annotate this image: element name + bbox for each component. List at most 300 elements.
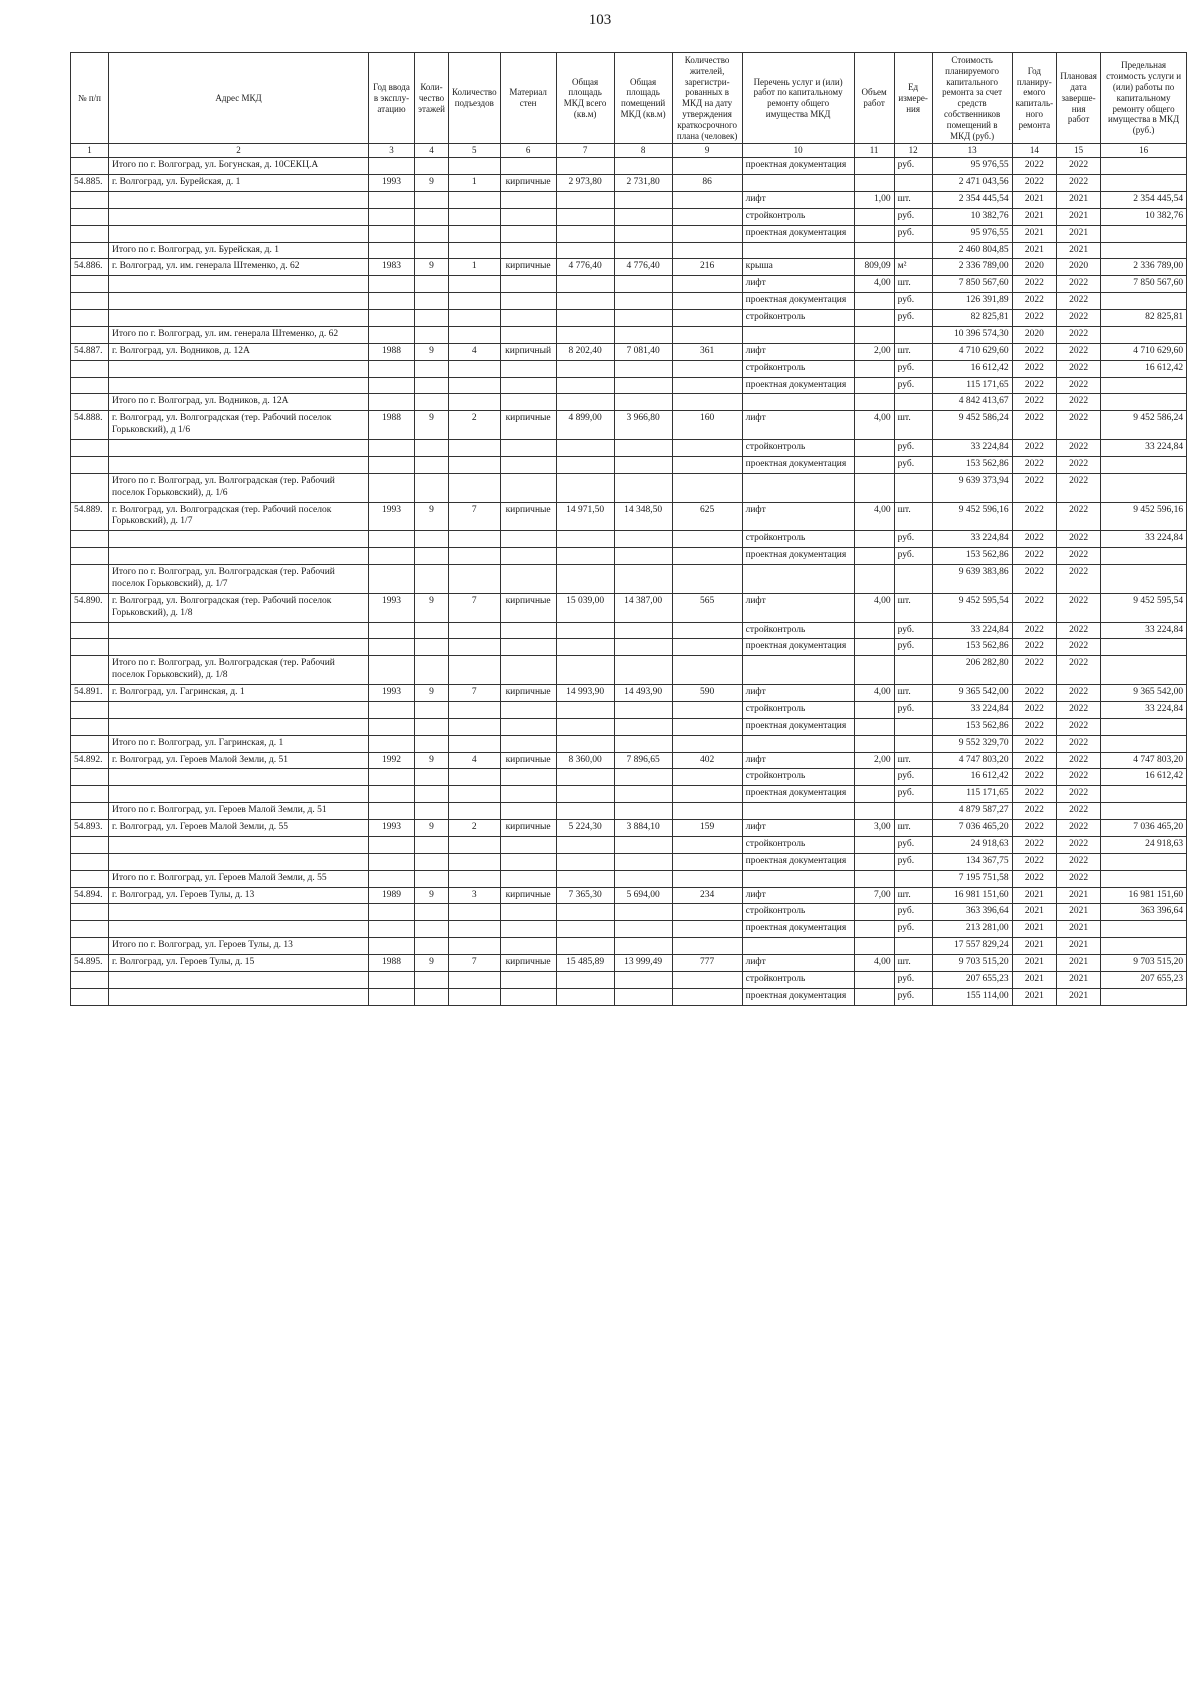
repair-year-cell: 2021 [1012, 955, 1056, 972]
table-row [71, 259, 1187, 276]
max-cost-cell [1101, 656, 1187, 685]
floors-cell: 9 [415, 343, 449, 360]
entrances-cell: 7 [449, 593, 501, 622]
unit-cell: шт. [894, 887, 932, 904]
row-number-cell [71, 456, 109, 473]
max-cost-cell [1101, 394, 1187, 411]
unit-cell: шт. [894, 502, 932, 531]
unit-cell: шт. [894, 685, 932, 702]
entrances-cell [449, 904, 501, 921]
planned-cost-cell: 115 171,65 [932, 786, 1012, 803]
total-area-cell [556, 904, 614, 921]
unit-cell: шт. [894, 191, 932, 208]
total-area-cell [556, 938, 614, 955]
total-area-cell [556, 836, 614, 853]
max-cost-cell [1101, 473, 1187, 502]
repair-year-cell: 2022 [1012, 531, 1056, 548]
address-cell: Итого по г. Волгоград, ул. Волгоградская (тер. Рабочий поселок Горьковский), д. 1/7 [109, 565, 369, 594]
completion-date-cell: 2022 [1057, 310, 1101, 327]
column-number: 4 [415, 144, 449, 158]
unit-cell: руб. [894, 639, 932, 656]
work-volume-cell [854, 394, 894, 411]
unit-cell: руб. [894, 921, 932, 938]
residents-cell [672, 803, 742, 820]
row-number-cell [71, 565, 109, 594]
entrances-cell [449, 473, 501, 502]
premises-area-cell [614, 440, 672, 457]
floors-cell: 9 [415, 259, 449, 276]
work-volume-cell: 7,00 [854, 887, 894, 904]
total-area-cell: 2 973,80 [556, 175, 614, 192]
row-number-cell [71, 769, 109, 786]
residents-cell [672, 921, 742, 938]
premises-area-cell: 7 896,65 [614, 752, 672, 769]
table-row [71, 565, 1187, 594]
address-cell [109, 531, 369, 548]
premises-area-cell [614, 191, 672, 208]
wall-material-cell [500, 938, 556, 955]
work-volume-cell [854, 208, 894, 225]
completion-date-cell: 2021 [1057, 887, 1101, 904]
wall-material-cell [500, 377, 556, 394]
repair-year-cell: 2021 [1012, 242, 1056, 259]
entrances-cell: 7 [449, 955, 501, 972]
wall-material-cell [500, 735, 556, 752]
row-number-cell [71, 531, 109, 548]
work-volume-cell: 2,00 [854, 343, 894, 360]
work-volume-cell: 4,00 [854, 955, 894, 972]
work-type-cell [742, 938, 854, 955]
entrances-cell [449, 242, 501, 259]
unit-cell: шт. [894, 955, 932, 972]
residents-cell [672, 786, 742, 803]
work-type-cell: стройконтроль [742, 971, 854, 988]
table-row [71, 326, 1187, 343]
repair-year-cell: 2022 [1012, 158, 1056, 175]
address-cell: Итого по г. Волгоград, ул. Волгоградская (тер. Рабочий поселок Горьковский), д. 1/8 [109, 656, 369, 685]
work-volume-cell [854, 853, 894, 870]
total-area-cell [556, 735, 614, 752]
work-type-cell: стройконтроль [742, 836, 854, 853]
work-volume-cell [854, 639, 894, 656]
completion-date-cell: 2022 [1057, 293, 1101, 310]
completion-date-cell: 2022 [1057, 531, 1101, 548]
year-built-cell [369, 988, 415, 1005]
address-cell [109, 377, 369, 394]
total-area-cell [556, 394, 614, 411]
residents-cell: 565 [672, 593, 742, 622]
column-header: Перечень услуг и (или) работ по капитальному ремонту общего имущества МКД [742, 53, 854, 144]
floors-cell: 9 [415, 502, 449, 531]
unit-cell: шт. [894, 820, 932, 837]
unit-cell: шт. [894, 593, 932, 622]
residents-cell: 159 [672, 820, 742, 837]
entrances-cell: 7 [449, 685, 501, 702]
repair-year-cell: 2022 [1012, 701, 1056, 718]
year-built-cell [369, 326, 415, 343]
year-built-cell: 1989 [369, 887, 415, 904]
row-number-cell [71, 310, 109, 327]
unit-cell: руб. [894, 769, 932, 786]
row-number-cell [71, 971, 109, 988]
floors-cell [415, 971, 449, 988]
max-cost-cell [1101, 870, 1187, 887]
year-built-cell [369, 531, 415, 548]
work-type-cell: лифт [742, 343, 854, 360]
unit-cell [894, 718, 932, 735]
wall-material-cell [500, 803, 556, 820]
wall-material-cell: кирпичные [500, 887, 556, 904]
entrances-cell [449, 565, 501, 594]
work-type-cell: проектная документация [742, 225, 854, 242]
premises-area-cell [614, 769, 672, 786]
work-volume-cell [854, 836, 894, 853]
residents-cell [672, 622, 742, 639]
entrances-cell [449, 326, 501, 343]
total-area-cell [556, 803, 614, 820]
max-cost-cell [1101, 326, 1187, 343]
unit-cell: руб. [894, 971, 932, 988]
planned-cost-cell: 126 391,89 [932, 293, 1012, 310]
year-built-cell [369, 971, 415, 988]
max-cost-cell: 33 224,84 [1101, 701, 1187, 718]
max-cost-cell: 2 354 445,54 [1101, 191, 1187, 208]
column-number: 5 [449, 144, 501, 158]
completion-date-cell: 2021 [1057, 904, 1101, 921]
year-built-cell: 1988 [369, 411, 415, 440]
address-cell [109, 225, 369, 242]
wall-material-cell [500, 639, 556, 656]
table-row [71, 656, 1187, 685]
floors-cell [415, 870, 449, 887]
completion-date-cell: 2022 [1057, 752, 1101, 769]
work-type-cell: проектная документация [742, 718, 854, 735]
entrances-cell [449, 548, 501, 565]
row-number-cell: 54.891. [71, 685, 109, 702]
premises-area-cell [614, 473, 672, 502]
address-cell [109, 921, 369, 938]
floors-cell [415, 622, 449, 639]
address-cell: г. Волгоград, ул. Героев Тулы, д. 13 [109, 887, 369, 904]
entrances-cell [449, 786, 501, 803]
total-area-cell [556, 639, 614, 656]
planned-cost-cell: 4 879 587,27 [932, 803, 1012, 820]
total-area-cell [556, 971, 614, 988]
total-area-cell [556, 870, 614, 887]
premises-area-cell [614, 701, 672, 718]
floors-cell [415, 394, 449, 411]
premises-area-cell [614, 293, 672, 310]
column-header: Объем работ [854, 53, 894, 144]
completion-date-cell: 2022 [1057, 870, 1101, 887]
completion-date-cell: 2022 [1057, 656, 1101, 685]
work-volume-cell [854, 735, 894, 752]
unit-cell [894, 242, 932, 259]
year-built-cell [369, 786, 415, 803]
unit-cell [894, 803, 932, 820]
work-volume-cell [854, 718, 894, 735]
repair-year-cell: 2022 [1012, 548, 1056, 565]
year-built-cell [369, 310, 415, 327]
residents-cell [672, 718, 742, 735]
entrances-cell [449, 803, 501, 820]
planned-cost-cell: 115 171,65 [932, 377, 1012, 394]
table-row [71, 853, 1187, 870]
year-built-cell [369, 276, 415, 293]
work-type-cell [742, 473, 854, 502]
total-area-cell [556, 242, 614, 259]
repair-year-cell: 2021 [1012, 904, 1056, 921]
address-cell [109, 310, 369, 327]
address-cell: г. Волгоград, ул. Волгоградская (тер. Рабочий поселок Горьковский), д. 1/8 [109, 593, 369, 622]
floors-cell [415, 310, 449, 327]
row-number-cell [71, 208, 109, 225]
max-cost-cell: 2 336 789,00 [1101, 259, 1187, 276]
unit-cell: м² [894, 259, 932, 276]
table-row [71, 820, 1187, 837]
floors-cell [415, 191, 449, 208]
address-cell [109, 548, 369, 565]
work-type-cell: стройконтроль [742, 904, 854, 921]
floors-cell [415, 904, 449, 921]
completion-date-cell: 2022 [1057, 456, 1101, 473]
work-volume-cell [854, 988, 894, 1005]
work-type-cell: стройконтроль [742, 360, 854, 377]
work-type-cell: лифт [742, 752, 854, 769]
address-cell [109, 701, 369, 718]
year-built-cell [369, 191, 415, 208]
residents-cell [672, 225, 742, 242]
entrances-cell [449, 988, 501, 1005]
year-built-cell: 1993 [369, 685, 415, 702]
floors-cell [415, 921, 449, 938]
max-cost-cell: 33 224,84 [1101, 622, 1187, 639]
total-area-cell [556, 456, 614, 473]
wall-material-cell [500, 548, 556, 565]
wall-material-cell [500, 360, 556, 377]
wall-material-cell [500, 440, 556, 457]
max-cost-cell [1101, 803, 1187, 820]
total-area-cell [556, 769, 614, 786]
work-type-cell: стройконтроль [742, 531, 854, 548]
total-area-cell: 15 039,00 [556, 593, 614, 622]
floors-cell [415, 531, 449, 548]
column-header: Стоимость планируемого капитального ремонта за счет средств собственников помещений в МКД (руб.) [932, 53, 1012, 144]
completion-date-cell: 2021 [1057, 921, 1101, 938]
row-number-cell: 54.895. [71, 955, 109, 972]
planned-cost-cell: 9 452 586,24 [932, 411, 1012, 440]
completion-date-cell: 2022 [1057, 565, 1101, 594]
work-volume-cell: 1,00 [854, 191, 894, 208]
entrances-cell [449, 310, 501, 327]
table-row [71, 175, 1187, 192]
address-cell [109, 639, 369, 656]
planned-cost-cell: 153 562,86 [932, 718, 1012, 735]
max-cost-cell: 363 396,64 [1101, 904, 1187, 921]
work-type-cell: проектная документация [742, 548, 854, 565]
residents-cell [672, 769, 742, 786]
wall-material-cell [500, 242, 556, 259]
address-cell [109, 904, 369, 921]
table-row [71, 548, 1187, 565]
address-cell [109, 191, 369, 208]
year-built-cell [369, 440, 415, 457]
residents-cell [672, 971, 742, 988]
year-built-cell [369, 208, 415, 225]
repair-year-cell: 2021 [1012, 225, 1056, 242]
entrances-cell [449, 622, 501, 639]
table-row [71, 531, 1187, 548]
max-cost-cell [1101, 242, 1187, 259]
entrances-cell [449, 191, 501, 208]
premises-area-cell [614, 836, 672, 853]
row-number-cell [71, 440, 109, 457]
address-cell: Итого по г. Волгоград, ул. им. генерала Штеменко, д. 62 [109, 326, 369, 343]
residents-cell: 777 [672, 955, 742, 972]
unit-cell: руб. [894, 440, 932, 457]
table-body [71, 158, 1187, 1006]
completion-date-cell: 2022 [1057, 820, 1101, 837]
work-volume-cell [854, 548, 894, 565]
completion-date-cell: 2022 [1057, 502, 1101, 531]
column-number: 14 [1012, 144, 1056, 158]
table-row [71, 685, 1187, 702]
max-cost-cell: 7 036 465,20 [1101, 820, 1187, 837]
floors-cell: 9 [415, 411, 449, 440]
entrances-cell [449, 853, 501, 870]
completion-date-cell: 2021 [1057, 971, 1101, 988]
table-row [71, 456, 1187, 473]
total-area-cell [556, 326, 614, 343]
year-built-cell [369, 565, 415, 594]
planned-cost-cell: 9 639 383,86 [932, 565, 1012, 594]
max-cost-cell [1101, 786, 1187, 803]
planned-cost-cell: 95 976,55 [932, 225, 1012, 242]
row-number-cell [71, 639, 109, 656]
year-built-cell: 1988 [369, 955, 415, 972]
residents-cell: 216 [672, 259, 742, 276]
repair-year-cell: 2022 [1012, 310, 1056, 327]
repair-year-cell: 2022 [1012, 685, 1056, 702]
column-number: 15 [1057, 144, 1101, 158]
work-type-cell [742, 870, 854, 887]
completion-date-cell: 2022 [1057, 343, 1101, 360]
year-built-cell [369, 548, 415, 565]
premises-area-cell: 3 966,80 [614, 411, 672, 440]
address-cell: Итого по г. Волгоград, ул. Героев Малой Земли, д. 55 [109, 870, 369, 887]
unit-cell: руб. [894, 836, 932, 853]
total-area-cell [556, 440, 614, 457]
address-cell [109, 786, 369, 803]
table-row [71, 735, 1187, 752]
row-number-cell [71, 870, 109, 887]
max-cost-cell: 10 382,76 [1101, 208, 1187, 225]
floors-cell [415, 718, 449, 735]
residents-cell [672, 276, 742, 293]
year-built-cell [369, 293, 415, 310]
unit-cell: руб. [894, 853, 932, 870]
max-cost-cell: 16 612,42 [1101, 360, 1187, 377]
planned-cost-cell: 10 382,76 [932, 208, 1012, 225]
unit-cell: шт. [894, 752, 932, 769]
work-volume-cell [854, 326, 894, 343]
residents-cell [672, 904, 742, 921]
row-number-cell [71, 394, 109, 411]
entrances-cell [449, 921, 501, 938]
premises-area-cell [614, 360, 672, 377]
unit-cell: руб. [894, 310, 932, 327]
row-number-cell: 54.888. [71, 411, 109, 440]
planned-cost-cell: 155 114,00 [932, 988, 1012, 1005]
work-volume-cell [854, 377, 894, 394]
address-cell: Итого по г. Волгоград, ул. Гагринская, д. 1 [109, 735, 369, 752]
total-area-cell [556, 158, 614, 175]
work-type-cell: лифт [742, 685, 854, 702]
planned-cost-cell: 9 639 373,94 [932, 473, 1012, 502]
year-built-cell: 1993 [369, 502, 415, 531]
work-volume-cell [854, 622, 894, 639]
floors-cell: 9 [415, 685, 449, 702]
work-volume-cell [854, 158, 894, 175]
floors-cell [415, 377, 449, 394]
work-volume-cell: 3,00 [854, 820, 894, 837]
residents-cell [672, 377, 742, 394]
repair-year-cell: 2022 [1012, 473, 1056, 502]
unit-cell: руб. [894, 456, 932, 473]
row-number-cell: 54.885. [71, 175, 109, 192]
repair-year-cell: 2022 [1012, 343, 1056, 360]
repair-year-cell: 2022 [1012, 360, 1056, 377]
repair-year-cell: 2021 [1012, 938, 1056, 955]
completion-date-cell: 2021 [1057, 191, 1101, 208]
total-area-cell [556, 473, 614, 502]
wall-material-cell: кирпичные [500, 955, 556, 972]
work-type-cell: проектная документация [742, 456, 854, 473]
unit-cell: руб. [894, 622, 932, 639]
unit-cell: руб. [894, 531, 932, 548]
wall-material-cell: кирпичные [500, 593, 556, 622]
floors-cell: 9 [415, 820, 449, 837]
repair-year-cell: 2022 [1012, 718, 1056, 735]
table-row [71, 377, 1187, 394]
entrances-cell [449, 971, 501, 988]
column-number: 2 [109, 144, 369, 158]
column-number: 10 [742, 144, 854, 158]
column-header: Плановая дата заверше- ния работ [1057, 53, 1101, 144]
column-header: Предельная стоимость услуги и (или) работы по капитальному ремонту общего имущества в МКД (руб.) [1101, 53, 1187, 144]
floors-cell: 9 [415, 955, 449, 972]
floors-cell [415, 360, 449, 377]
residents-cell [672, 242, 742, 259]
residents-cell [672, 208, 742, 225]
column-header: Количество подъездов [449, 53, 501, 144]
repair-year-cell: 2022 [1012, 565, 1056, 594]
year-built-cell: 1993 [369, 175, 415, 192]
max-cost-cell [1101, 853, 1187, 870]
address-cell: г. Волгоград, ул. Гагринская, д. 1 [109, 685, 369, 702]
address-cell: Итого по г. Волгоград, ул. Водников, д. 12А [109, 394, 369, 411]
entrances-cell [449, 158, 501, 175]
residents-cell [672, 870, 742, 887]
unit-cell: руб. [894, 786, 932, 803]
year-built-cell [369, 938, 415, 955]
premises-area-cell [614, 326, 672, 343]
planned-cost-cell: 2 354 445,54 [932, 191, 1012, 208]
floors-cell: 9 [415, 887, 449, 904]
address-cell: г. Волгоград, ул. Героев Малой Земли, д. 51 [109, 752, 369, 769]
work-volume-cell [854, 293, 894, 310]
column-number-row [71, 144, 1187, 158]
